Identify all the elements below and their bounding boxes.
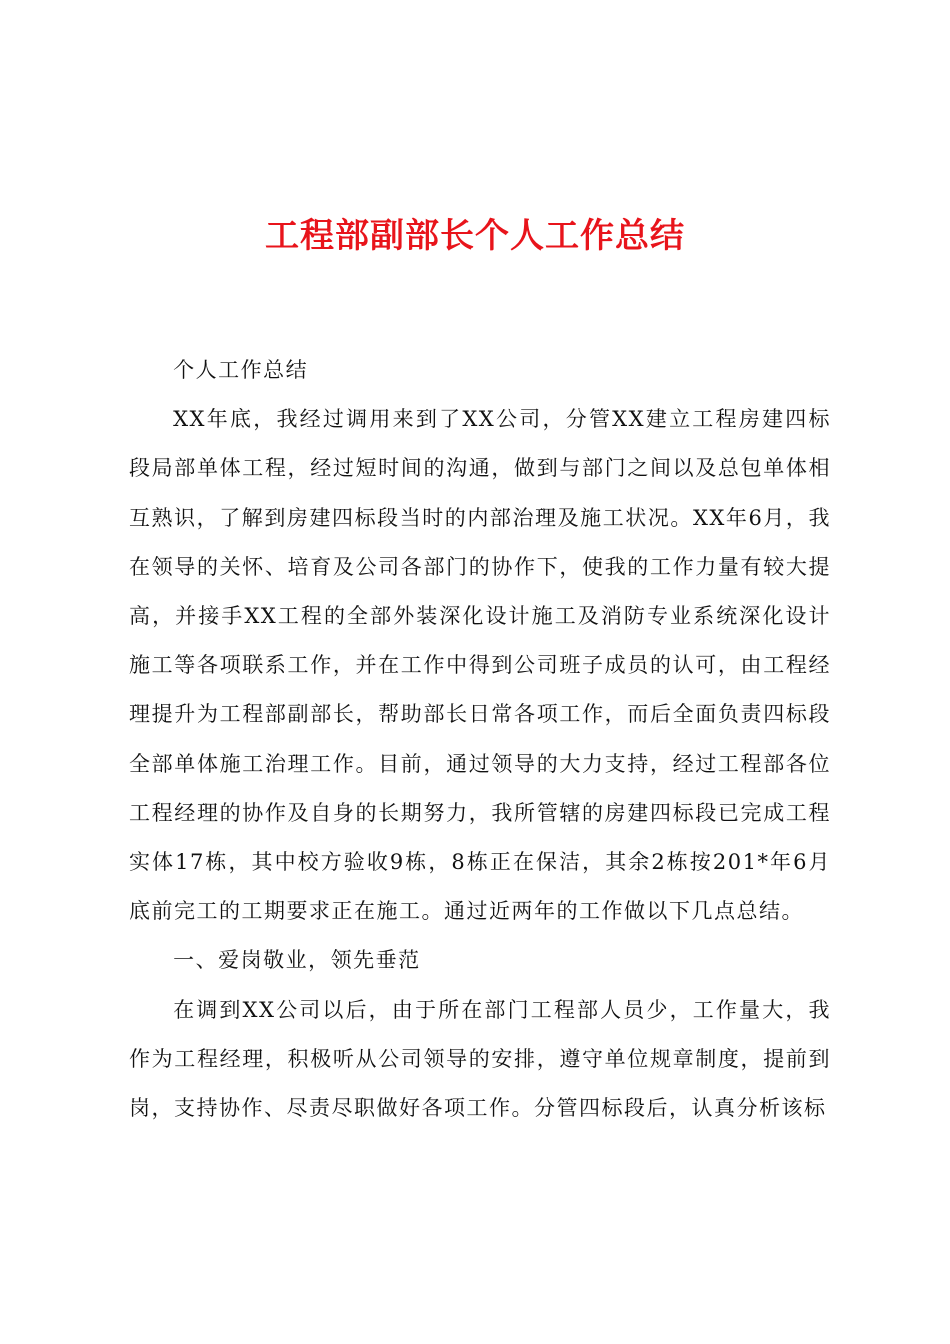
body-paragraph: 在调到XX公司以后，由于所在部门工程部人员少，工作量大，我作为工程经理，积极听从公司领导的安排，遵守单位规章制度，提前到岗，支持协作、尽责尽职做好各项工作。分管四标段后，认真分析该标 [129, 997, 831, 1121]
body-paragraph: XX年底，我经过调用来到了XX公司，分管XX建立工程房建四标段局部单体工程，经过短时间的沟通，做到与部门之间以及总包单体相互熟识，了解到房建四标段当时的内部治理及施工状况。XX年6月，我在领导的关怀、培育及公司各部门的协作下，使我的工作力量有较大提高，并接手XX工程的全部外装深化设计施工及消防专业系统深化设计施工等各项联系工作，并在工作中得到公司班子成员的认可，由工程经理提升为工程部副部长，帮助部长日常各项工作，而后全面负责四标段全部单体施工治理工作。目前，通过领导的大力支持，经过工程部各位工程经理的协作及自身的长期努力，我所管辖的房建四标段已完成工程实体17栋，其中校方验收9栋，8栋正在保洁，其余2栋按201*年6月底前完工的工期要求正在施工。通过近两年的工作做以下几点总结。 [129, 407, 831, 924]
document-body [129, 346, 831, 1133]
section-heading: 一、爱岗敬业，领先垂范 [173, 948, 421, 973]
document-subtitle: 个人工作总结 [173, 358, 309, 382]
document-title: 工程部副部长个人工作总结 [265, 216, 685, 256]
